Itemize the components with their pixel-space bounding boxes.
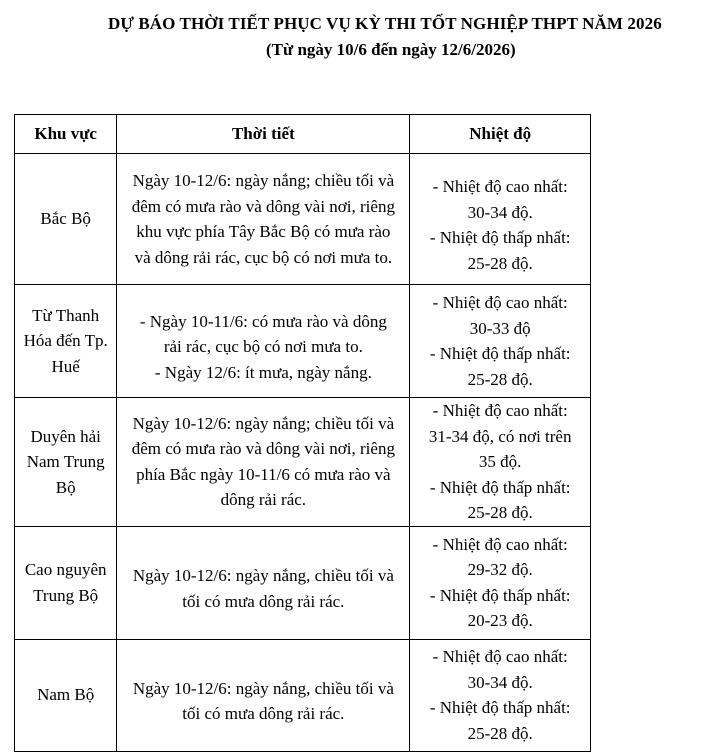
temperature-line: - Nhiệt độ cao nhất: [432, 401, 568, 420]
weather-cell [117, 639, 410, 751]
region-line: Nam Trung [26, 452, 105, 471]
temperature-cell [410, 526, 591, 639]
header-temperature: Nhiệt độ [410, 115, 591, 154]
temperature-line: - Nhiệt độ thấp nhất: [429, 228, 571, 247]
temperature-line: - Nhiệt độ thấp nhất: [429, 477, 571, 497]
weather-cell [117, 285, 410, 398]
temperature-line: 30-34 độ. [467, 202, 533, 222]
temperature-cell [410, 398, 591, 527]
region-cell [15, 285, 117, 398]
weather-line: rải rác, cục bộ có nơi mưa to. [163, 337, 363, 357]
document-subtitle: (Từ ngày 10/6 đến ngày 12/6/2026) [266, 40, 516, 59]
table-row [15, 639, 591, 751]
region-line: Duyên hải [30, 426, 101, 446]
weather-line: tối có mưa dông rải rác. [182, 704, 345, 723]
temperature-line: 30-33 độ [469, 318, 531, 338]
table-row [15, 398, 591, 527]
header-region: Khu vực [15, 115, 117, 154]
weather-line: Ngày 10-12/6: ngày nắng; chiều tối và [132, 413, 395, 433]
region-cell [15, 398, 117, 527]
document-title: DỰ BÁO THỜI TIẾT PHỤC VỤ KỲ THI TỐT NGHIỆP THPT NĂM 2026 [108, 14, 662, 33]
weather-line: dông rải rác. [220, 490, 307, 510]
region-line: Nam Bộ [37, 685, 95, 705]
temperature-line: 25-28 độ. [467, 369, 533, 389]
temperature-line: - Nhiệt độ cao nhất: [432, 647, 568, 666]
temperature-line: 31-34 độ, có nơi trên [428, 426, 572, 446]
temperature-line: - Nhiệt độ thấp nhất: [429, 585, 571, 605]
weather-line: - Ngày 10-11/6: có mưa rào và dông [139, 311, 387, 331]
weather-line: đêm có mưa rào và dông vài nơi, riêng [131, 439, 395, 459]
table-row [15, 154, 591, 285]
region-line: Cao nguyên [24, 560, 107, 579]
weather-line: Ngày 10-12/6: ngày nắng, chiều tối và [132, 566, 394, 585]
region-line: Bắc Bộ [40, 209, 91, 229]
table-header-row [15, 115, 591, 154]
weather-line: khu vực phía Tây Bắc Bộ có mưa rào [136, 222, 391, 241]
temperature-line: 30-34 độ. [467, 672, 533, 692]
region-cell [15, 154, 117, 285]
region-line: Trung Bộ [33, 585, 99, 605]
temperature-cell [410, 154, 591, 285]
temperature-line: 25-28 độ. [467, 723, 533, 743]
weather-cell [117, 398, 410, 527]
forecast-table [14, 114, 591, 752]
temperature-line: - Nhiệt độ cao nhất: [432, 293, 568, 312]
temperature-line: - Nhiệt độ cao nhất: [432, 534, 568, 554]
temperature-cell [410, 285, 591, 398]
region-line: Huế [51, 356, 80, 376]
temperature-line: - Nhiệt độ thấp nhất: [429, 344, 571, 363]
weather-line: - Ngày 12/6: ít mưa, ngày nắng. [154, 362, 372, 382]
header-weather: Thời tiết [117, 115, 410, 154]
region-cell [15, 526, 117, 639]
temperature-line: 25-28 độ. [467, 253, 533, 273]
temperature-line: - Nhiệt độ cao nhất: [432, 177, 568, 196]
temperature-line: - Nhiệt độ thấp nhất: [429, 698, 571, 717]
table-row [15, 526, 591, 639]
temperature-line: 29-32 độ. [467, 560, 533, 579]
weather-line: và dông rải rác, cục bộ có nơi mưa to. [134, 247, 393, 267]
temperature-line: 25-28 độ. [467, 503, 533, 522]
weather-line: đêm có mưa rào và dông vài nơi, riêng [131, 196, 395, 216]
temperature-cell [410, 639, 591, 751]
region-line: Bộ [55, 477, 76, 497]
weather-cell [117, 526, 410, 639]
region-line: Hóa đến Tp. [23, 331, 108, 351]
weather-line: phía Bắc ngày 10-11/6 có mưa rào và [136, 464, 391, 484]
temperature-line: 20-23 độ. [467, 611, 533, 630]
region-cell [15, 639, 117, 751]
weather-line: Ngày 10-12/6: ngày nắng, chiều tối và [132, 678, 394, 698]
weather-cell [117, 154, 410, 285]
weather-line: tối có mưa dông rải rác. [182, 591, 345, 611]
region-line: Từ Thanh [32, 305, 100, 325]
weather-line: Ngày 10-12/6: ngày nắng; chiều tối và [132, 171, 395, 190]
table-row [15, 285, 591, 398]
temperature-line: 35 độ. [478, 452, 522, 471]
